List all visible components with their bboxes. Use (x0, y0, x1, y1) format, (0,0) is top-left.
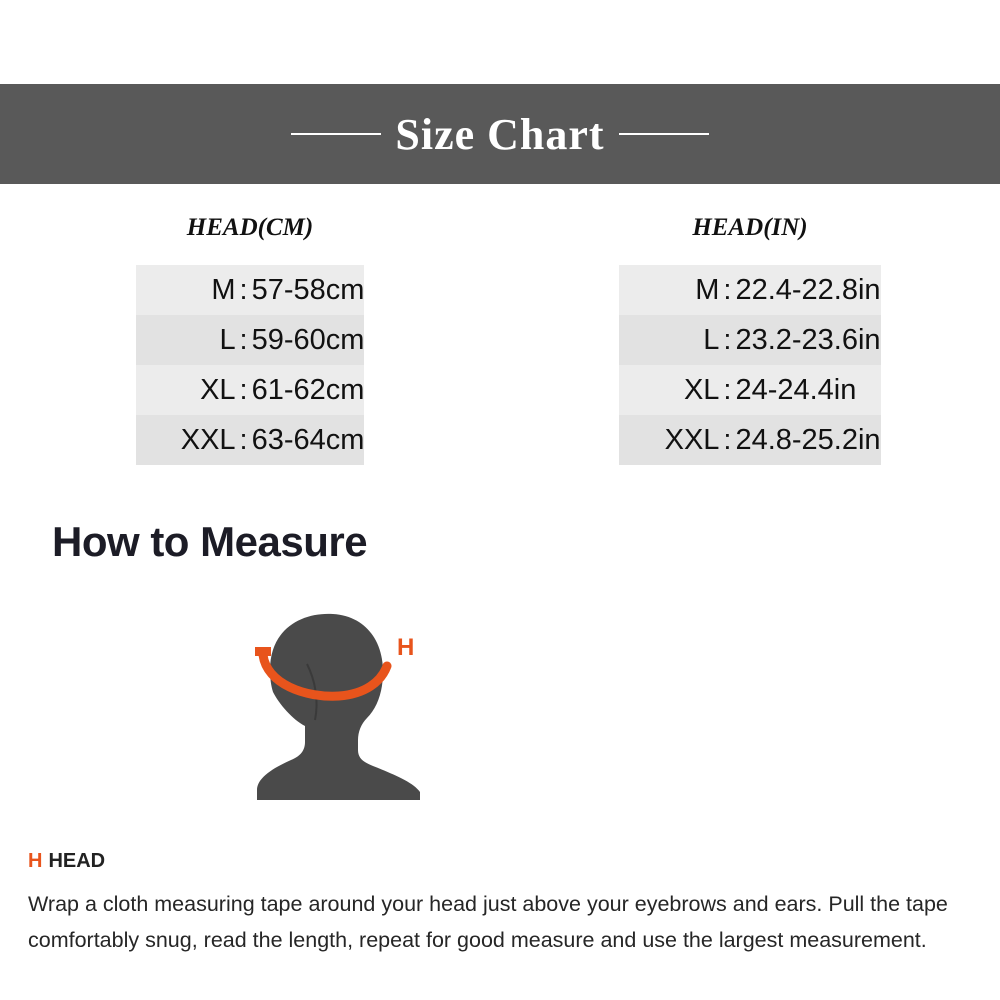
size-value: 63-64cm (252, 415, 365, 465)
size-label: M (619, 265, 719, 315)
size-label: L (619, 315, 719, 365)
table-row (136, 365, 365, 415)
table-row (136, 315, 365, 365)
table-row (136, 265, 365, 315)
separator: : (719, 265, 735, 315)
size-value: 61-62cm (252, 365, 365, 415)
separator: : (236, 365, 252, 415)
size-value: 24.8-25.2in (735, 415, 880, 465)
banner-rule-right (619, 133, 709, 135)
size-label: XL (619, 365, 719, 415)
size-label: XXL (136, 415, 236, 465)
size-value: 59-60cm (252, 315, 365, 365)
size-value: 24-24.4in (735, 365, 880, 415)
size-label: XL (136, 365, 236, 415)
size-table-in (619, 265, 880, 465)
separator: : (719, 365, 735, 415)
page-title: Size Chart (395, 109, 605, 159)
table-row (619, 365, 880, 415)
separator: : (719, 315, 735, 365)
legend-head (28, 850, 105, 873)
size-value: 23.2-23.6in (735, 315, 880, 365)
separator: : (236, 265, 252, 315)
size-tables (0, 214, 1000, 465)
size-label: XXL (619, 415, 719, 465)
banner-rule-left (291, 133, 381, 135)
table-row (619, 265, 880, 315)
size-table-cm (136, 265, 365, 465)
size-table-cm-block (0, 214, 500, 465)
head-measure-illustration (215, 600, 475, 815)
size-chart-banner (0, 84, 1000, 184)
legend-label: HEAD (48, 850, 106, 872)
figure-marker-h: H (397, 634, 415, 661)
table-row (136, 415, 365, 465)
table-row (619, 415, 880, 465)
size-value: 22.4-22.8in (735, 265, 880, 315)
table-caption-in: HEAD(IN) (692, 214, 808, 241)
how-to-measure-title: How to Measure (52, 518, 368, 565)
size-label: L (136, 315, 236, 365)
separator: : (719, 415, 735, 465)
measuring-tape-end (255, 647, 271, 656)
separator: : (236, 415, 252, 465)
size-table-in-block (500, 214, 1000, 465)
banner-inner (291, 109, 708, 160)
size-label: M (136, 265, 236, 315)
separator: : (236, 315, 252, 365)
measure-description: Wrap a cloth measuring tape around your head just above your eyebrows and ears. Pull the tape comfortably snug, read the length, repeat for good measure and use the largest measurement. (28, 892, 948, 952)
table-caption-cm: HEAD(CM) (186, 214, 314, 241)
legend-letter-h: H (28, 850, 43, 872)
head-silhouette-icon (257, 614, 420, 800)
table-row (619, 315, 880, 365)
size-value: 57-58cm (252, 265, 365, 315)
